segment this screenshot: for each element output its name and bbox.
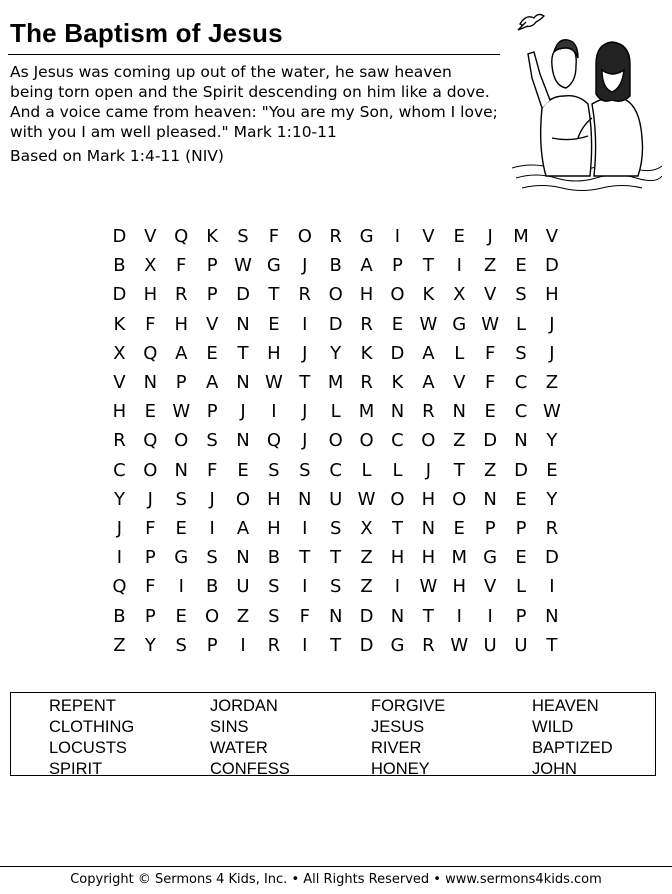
word-bank-word: CONFESS [210,760,290,778]
grid-letter: V [144,226,157,248]
grid-letter: J [147,488,153,510]
grid-letter: O [205,605,220,627]
grid-letter: F [268,226,280,248]
grid-letter: H [421,488,436,510]
grid-letter: H [452,576,467,598]
grid-letter: L [516,576,527,598]
grid-letter: N [298,488,312,510]
grid-letter: I [394,576,401,598]
scripture-reference: Based on Mark 1:4-11 (NIV) [10,147,224,165]
grid-letter: S [175,634,187,656]
grid-letter: A [422,372,435,394]
grid-letter: S [206,547,218,569]
grid-letter: S [329,517,342,539]
grid-letter: C [514,401,528,423]
grid-letter: J [425,459,431,481]
grid-row [104,368,567,397]
grid-letter: J [240,401,246,423]
grid-letter: K [391,372,404,394]
grid-letter: E [515,547,527,569]
dove-icon [518,14,544,30]
grid-letter: M [327,372,344,394]
grid-letter: R [422,401,435,423]
grid-letter: O [328,284,343,306]
grid-letter: H [359,284,374,306]
grid-letter: Q [112,576,127,598]
grid-letter: I [394,226,401,248]
grid-letter: P [206,284,218,306]
grid-letter: O [143,459,158,481]
grid-letter: V [453,372,466,394]
grid-letter: G [390,634,405,656]
grid-row [104,601,567,630]
grid-letter: Z [360,576,373,598]
grid-letter: I [302,634,308,656]
word-bank-word: CLOTHING [49,718,135,736]
grid-letter: E [515,255,527,277]
word-bank-column [532,696,613,780]
grid-letter: S [268,605,280,627]
grid-letter: Y [113,488,125,510]
grid-letter: X [360,517,373,539]
grid-letter: C [391,430,404,452]
grid-letter: W [450,634,469,656]
grid-letter: D [236,284,250,306]
grid-letter: J [549,342,555,364]
grid-letter: A [360,255,373,277]
grid-letter: K [113,313,126,335]
grid-letter: P [515,517,527,539]
grid-letter: R [360,372,373,394]
grid-letter: I [302,313,308,335]
grid-letter: P [484,517,496,539]
grid-letter: W [543,401,561,423]
grid-letter: E [268,313,280,335]
grid-letter: I [456,255,462,277]
grid-letter: M [513,226,529,248]
grid-row [104,251,567,280]
grid-letter: V [113,372,126,394]
grid-letter: T [299,547,311,569]
grid-letter: E [391,313,404,335]
grid-letter: N [421,517,436,539]
grid-letter: F [484,372,496,394]
word-bank-column [210,696,290,780]
grid-letter: I [116,547,123,569]
grid-letter: R [545,517,559,539]
grid-letter: S [299,459,311,481]
grid-letter: I [302,517,308,539]
grid-letter: V [422,226,435,248]
grid-letter: Q [143,342,158,364]
grid-letter: N [174,459,188,481]
grid-row [104,397,567,426]
grid-row [104,514,567,543]
grid-row [104,280,567,309]
grid-letter: Z [483,459,497,481]
word-bank-word: FORGIVE [371,697,446,715]
copyright-footer: Copyright © Sermons 4 Kids, Inc. • All Rights Reserved • www.sermons4kids.com [70,872,602,887]
grid-letter: Y [546,488,558,510]
grid-letter: V [483,576,497,598]
grid-letter: O [174,430,189,452]
grid-letter: F [484,342,496,364]
grid-letter: N [236,430,250,452]
grid-letter: N [514,430,528,452]
grid-letter: R [329,226,342,248]
grid-letter: A [205,372,219,394]
grid-letter: D [112,226,127,248]
grid-letter: D [359,605,374,627]
grid-letter: W [264,372,283,394]
grid-letter: H [267,342,281,364]
grid-letter: U [329,488,343,510]
grid-letter: L [330,401,341,423]
grid-letter: T [422,255,434,277]
grid-letter: J [302,401,308,423]
grid-letter: D [544,255,559,277]
grid-letter: I [456,605,462,627]
grid-letter: P [206,401,218,423]
grid-letter: J [487,226,493,248]
grid-letter: Q [174,226,189,248]
grid-letter: O [297,226,312,248]
word-bank-column [371,696,445,780]
grid-letter: H [267,488,281,510]
word-bank-word: SINS [210,718,249,736]
grid-letter: G [483,547,498,569]
grid-letter: S [329,576,342,598]
grid-letter: T [330,547,342,569]
grid-letter: D [328,313,343,335]
word-search-grid [104,222,567,660]
word-bank-word: SPIRIT [49,760,103,778]
grid-letter: L [392,459,403,481]
grid-letter: T [237,342,249,364]
grid-letter: I [178,576,184,598]
grid-letter: N [390,605,405,627]
grid-letter: C [514,372,528,394]
grid-letter: P [144,605,156,627]
grid-letter: R [298,284,312,306]
baptism-illustration [512,8,662,198]
grid-letter: T [330,634,342,656]
grid-letter: D [112,284,127,306]
grid-letter: I [302,576,308,598]
grid-letter: I [209,517,215,539]
jesus-figure [528,40,592,176]
grid-letter: P [206,255,218,277]
grid-letter: B [113,605,126,627]
grid-letter: T [268,284,280,306]
grid-letter: S [237,226,249,248]
word-bank-word: BAPTIZED [532,739,613,757]
grid-letter: I [271,401,277,423]
grid-letter: Y [144,634,156,656]
word-bank-word: HONEY [371,760,430,778]
grid-letter: T [453,459,465,481]
grid-letter: W [357,488,376,510]
grid-letter: P [515,605,527,627]
grid-letter: T [422,605,434,627]
grid-letter: E [144,401,157,423]
grid-letter: Q [266,430,281,452]
grid-row [104,631,567,660]
grid-letter: A [422,342,435,364]
grid-letter: X [144,255,157,277]
grid-letter: H [545,284,559,306]
grid-letter: S [206,430,218,452]
grid-letter: I [549,576,555,598]
grid-letter: Y [546,430,558,452]
grid-letter: E [546,459,558,481]
grid-letter: S [175,488,187,510]
grid-letter: E [515,488,527,510]
grid-letter: K [360,342,373,364]
grid-letter: H [390,547,405,569]
grid-letter: Z [113,634,126,656]
grid-letter: R [113,430,126,452]
grid-letter: Z [453,430,466,452]
grid-letter: H [421,547,436,569]
grid-letter: N [452,401,466,423]
word-bank-word: JOHN [532,760,577,778]
grid-letter: X [113,342,126,364]
grid-row [104,572,567,601]
grid-letter: C [113,459,126,481]
grid-letter: H [174,313,188,335]
grid-letter: P [392,255,403,277]
grid-letter: D [544,547,559,569]
grid-letter: F [176,255,187,277]
page-title: The Baptism of Jesus [10,18,283,48]
grid-letter: H [267,517,281,539]
footer-divider [0,866,672,867]
grid-letter: W [419,313,438,335]
grid-letter: L [454,342,465,364]
grid-letter: N [236,372,250,394]
grid-letter: E [484,401,496,423]
grid-letter: V [545,226,559,248]
grid-row [104,456,567,485]
grid-letter: N [236,547,250,569]
grid-letter: E [237,459,249,481]
grid-row [104,543,567,572]
word-bank-word: JORDAN [210,697,278,715]
grid-letter: B [267,547,281,569]
grid-letter: G [359,226,374,248]
grid-letter: P [206,634,218,656]
grid-letter: X [453,284,466,306]
grid-row [104,426,567,455]
grid-letter: W [172,401,191,423]
grid-letter: B [329,255,342,277]
grid-letter: W [419,576,438,598]
grid-letter: J [302,255,308,277]
grid-letter: F [206,459,218,481]
grid-row [104,310,567,339]
grid-letter: T [299,372,311,394]
grid-letter: F [145,313,156,335]
grid-letter: E [175,605,187,627]
grid-letter: F [145,517,156,539]
grid-letter: O [452,488,467,510]
grid-letter: N [545,605,559,627]
grid-letter: Z [236,605,250,627]
grid-letter: B [113,255,126,277]
grid-letter: I [240,634,246,656]
grid-letter: A [236,517,250,539]
word-bank-word: REPENT [49,697,116,715]
grid-letter: U [236,576,250,598]
grid-letter: H [143,284,158,306]
grid-letter: Q [143,430,158,452]
grid-letter: R [422,634,435,656]
grid-letter: B [205,576,219,598]
grid-letter: R [360,313,373,335]
grid-letter: A [175,342,188,364]
grid-letter: J [549,313,555,335]
grid-letter: T [546,634,558,656]
grid-letter: J [116,517,123,539]
grid-letter: D [483,430,498,452]
grid-letter: W [481,313,500,335]
grid-letter: F [145,576,156,598]
grid-letter: O [390,488,405,510]
grid-letter: L [361,459,372,481]
grid-letter: H [112,401,127,423]
grid-letter: O [359,430,374,452]
grid-letter: K [422,284,435,306]
grid-letter: G [266,255,281,277]
grid-letter: P [144,547,156,569]
grid-letter: I [487,605,493,627]
grid-row [104,339,567,368]
grid-letter: G [452,313,467,335]
grid-letter: C [329,459,342,481]
grid-letter: N [390,401,405,423]
grid-letter: E [206,342,218,364]
grid-letter: K [206,226,219,248]
grid-letter: G [174,547,189,569]
word-bank-word: WILD [532,718,574,736]
grid-row [104,485,567,514]
grid-letter: W [234,255,252,277]
word-bank-column [49,696,134,780]
grid-letter: O [235,488,251,510]
grid-letter: E [453,226,465,248]
grid-letter: L [516,313,527,335]
grid-letter: J [302,342,308,364]
grid-letter: J [302,430,308,452]
grid-letter: R [267,634,281,656]
grid-letter: S [515,342,527,364]
grid-letter: N [236,313,250,335]
grid-letter: P [175,372,187,394]
word-bank-word: LOCUSTS [49,739,127,757]
grid-letter: S [268,576,280,598]
grid-letter: D [514,459,528,481]
title-divider [8,54,500,55]
word-bank [10,692,656,776]
grid-letter: Z [483,255,497,277]
grid-letter: J [209,488,215,510]
word-bank-word: WATER [210,739,268,757]
grid-letter: M [451,547,467,569]
grid-letter: S [515,284,527,306]
grid-letter: Y [330,342,342,364]
grid-letter: N [143,372,158,394]
grid-row [104,222,567,251]
grid-letter: Z [360,547,373,569]
grid-letter: V [483,284,497,306]
grid-letter: S [268,459,280,481]
grid-letter: U [514,634,528,656]
grid-letter: O [421,430,436,452]
grid-letter: O [390,284,405,306]
word-bank-word: HEAVEN [532,697,599,715]
grid-letter: M [358,401,375,423]
word-bank-word: RIVER [371,739,422,757]
grid-letter: N [328,605,343,627]
grid-letter: E [453,517,465,539]
word-bank-word: JESUS [371,718,425,736]
grid-letter: E [175,517,187,539]
grid-letter: Z [545,372,559,394]
scripture-passage: As Jesus was coming up out of the water, he saw heaven being torn open and the Spirit descending on him like a dove. And a voice came from heaven: "You are my Son, whom I love; with you I am well pleased." Mark 1:10-11 [10,63,498,141]
grid-letter: U [483,634,497,656]
grid-letter: T [391,517,403,539]
grid-letter: F [299,605,310,627]
grid-letter: V [205,313,219,335]
grid-letter: D [390,342,405,364]
grid-letter: O [328,430,343,452]
grid-letter: R [174,284,188,306]
grid-letter: D [359,634,374,656]
grid-letter: N [483,488,497,510]
